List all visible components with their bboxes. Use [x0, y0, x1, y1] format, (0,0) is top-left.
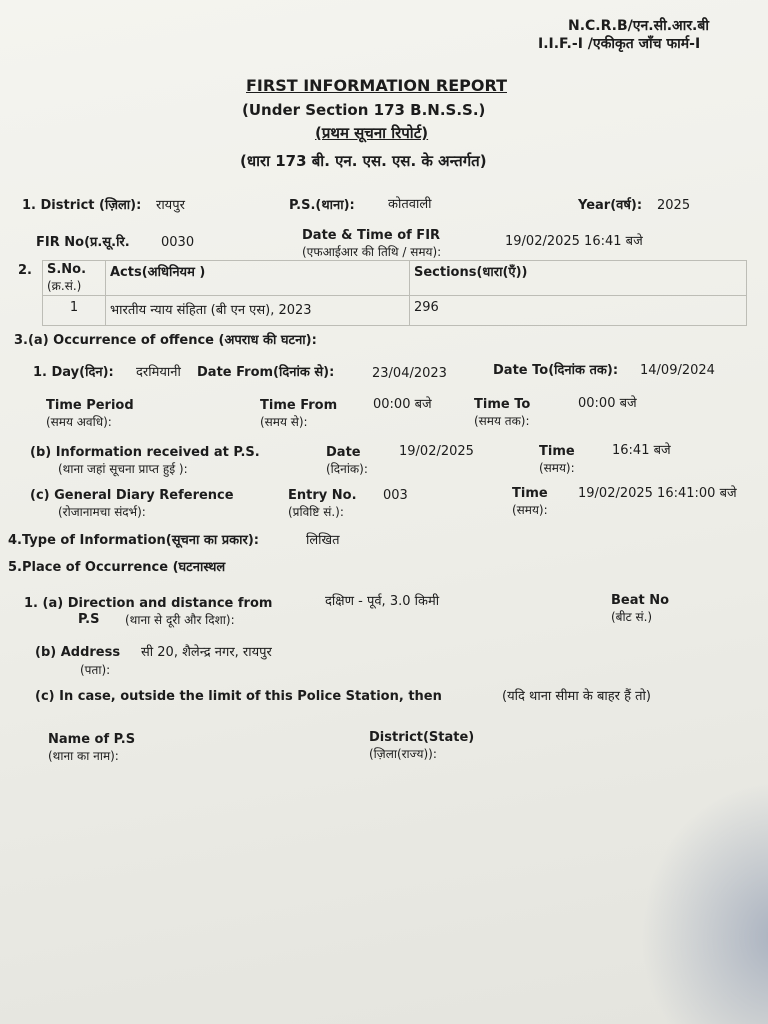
section-2-number: 2. [18, 263, 32, 278]
info-received-label: (b) Information received at P.S. [30, 445, 260, 460]
iif-label: I.I.F.-I /एकीकृत जाँच फार्म-I [538, 36, 701, 52]
name-of-ps-label: Name of P.S [48, 732, 136, 747]
acts-table [42, 260, 747, 326]
photo-shadow [640, 780, 768, 1024]
time-period-label: Time Period [46, 398, 134, 413]
row-act: भारतीय न्याय संहिता (बी एन एस), 2023 [106, 296, 410, 326]
sno-header: S.No. [47, 262, 87, 277]
fir-no-label: FIR No(प्र.सू.रि. [36, 235, 130, 250]
direction-ps: P.S [78, 612, 100, 627]
district-label: 1. District (ज़िला): [22, 198, 142, 213]
sno-header-hindi: (क्र.सं.) [47, 279, 82, 293]
entry-no-value: 003 [383, 488, 408, 503]
year-label: Year(वर्ष): [578, 198, 643, 213]
occurrence-heading: 3.(a) Occurrence of offence (अपराध की घटना): [14, 333, 317, 348]
entry-no-hindi: (प्रविष्टि सं.): [288, 505, 344, 519]
gd-time-value: 19/02/2025 16:41:00 बजे [578, 486, 737, 501]
district-state-hindi: (ज़िला(राज्य)): [369, 747, 437, 761]
day-label: 1. Day(दिन): [33, 365, 114, 380]
fir-datetime-label-hindi: (एफआईआर की तिथि / समय): [302, 245, 442, 259]
direction-hindi: (थाना से दूरी और दिशा): [125, 613, 235, 627]
time-from-label: Time From [260, 398, 338, 413]
date-from-value: 23/04/2023 [372, 366, 447, 381]
acts-header: Acts(अधिनियम ) [106, 261, 410, 296]
info-type-value: लिखित [306, 533, 340, 548]
entry-no-label: Entry No. [288, 488, 357, 503]
table-row [43, 296, 747, 326]
info-received-hindi: (थाना जहां सूचना प्राप्त हुई ): [58, 462, 188, 476]
info-time-hindi: (समय): [539, 461, 575, 475]
time-from-hindi: (समय से): [260, 415, 308, 429]
ps-value: कोतवाली [388, 197, 432, 212]
day-value: दरमियानी [136, 365, 181, 380]
info-type-label: 4.Type of Information(सूचना का प्रकार): [8, 533, 259, 548]
district-value: रायपुर [156, 198, 185, 213]
outside-limit-hindi: (यदि थाना सीमा के बाहर हैं तो) [502, 689, 651, 704]
time-to-label: Time To [474, 397, 531, 412]
time-to-hindi: (समय तक): [474, 414, 530, 428]
info-time-label: Time [539, 444, 575, 459]
time-from-value: 00:00 बजे [373, 397, 432, 412]
time-period-hindi: (समय अवधि): [46, 415, 112, 429]
gd-time-hindi: (समय): [512, 503, 548, 517]
info-date-label: Date [326, 445, 361, 460]
name-of-ps-hindi: (थाना का नाम): [48, 749, 119, 763]
district-state-label: District(State) [369, 730, 475, 745]
address-hindi: (पता): [80, 663, 111, 677]
sections-header: Sections(धारा(एँ)) [410, 261, 747, 296]
info-date-hindi: (दिनांक): [326, 462, 368, 476]
ncrb-label: N.C.R.B/एन.सी.आर.बी [568, 18, 709, 34]
direction-label: 1. (a) Direction and distance from [24, 596, 273, 611]
info-date-value: 19/02/2025 [399, 444, 474, 459]
fir-datetime-label: Date & Time of FIR [302, 228, 441, 243]
document-title-hindi: (प्रथम सूचना रिपोर्ट) [315, 124, 429, 142]
acts-table-header [43, 261, 747, 296]
document-subtitle: (Under Section 173 B.N.S.S.) [242, 101, 486, 119]
ps-label: P.S.(थाना): [289, 198, 355, 213]
info-time-value: 16:41 बजे [612, 443, 671, 458]
row-section: 296 [410, 296, 747, 326]
address-label: (b) Address [35, 645, 121, 660]
address-value: सी 20, शैलेन्द्र नगर, रायपुर [141, 645, 272, 660]
place-of-occurrence-label: 5.Place of Occurrence (घटनास्थल [8, 560, 226, 575]
fir-no-value: 0030 [161, 235, 195, 250]
document-subtitle-hindi: (धारा 173 बी. एन. एस. एस. के अन्तर्गत) [240, 152, 487, 170]
fir-datetime-value: 19/02/2025 16:41 बजे [505, 234, 643, 249]
date-to-value: 14/09/2024 [640, 363, 715, 378]
document-title: FIRST INFORMATION REPORT [246, 76, 507, 95]
row-sno: 1 [43, 296, 106, 326]
beat-no-label: Beat No [611, 593, 670, 608]
gd-reference-label: (c) General Diary Reference [30, 488, 234, 503]
beat-no-hindi: (बीट सं.) [611, 610, 653, 624]
year-value: 2025 [657, 198, 691, 213]
time-to-value: 00:00 बजे [578, 396, 637, 411]
direction-value: दक्षिण - पूर्व, 3.0 किमी [325, 594, 440, 609]
outside-limit-label: (c) In case, outside the limit of this Police Station, then [35, 689, 442, 704]
gd-reference-hindi: (रोजानामचा संदर्भ): [58, 505, 146, 519]
gd-time-label: Time [512, 486, 548, 501]
date-to-label: Date To(दिनांक तक): [493, 363, 619, 378]
date-from-label: Date From(दिनांक से): [197, 365, 335, 380]
